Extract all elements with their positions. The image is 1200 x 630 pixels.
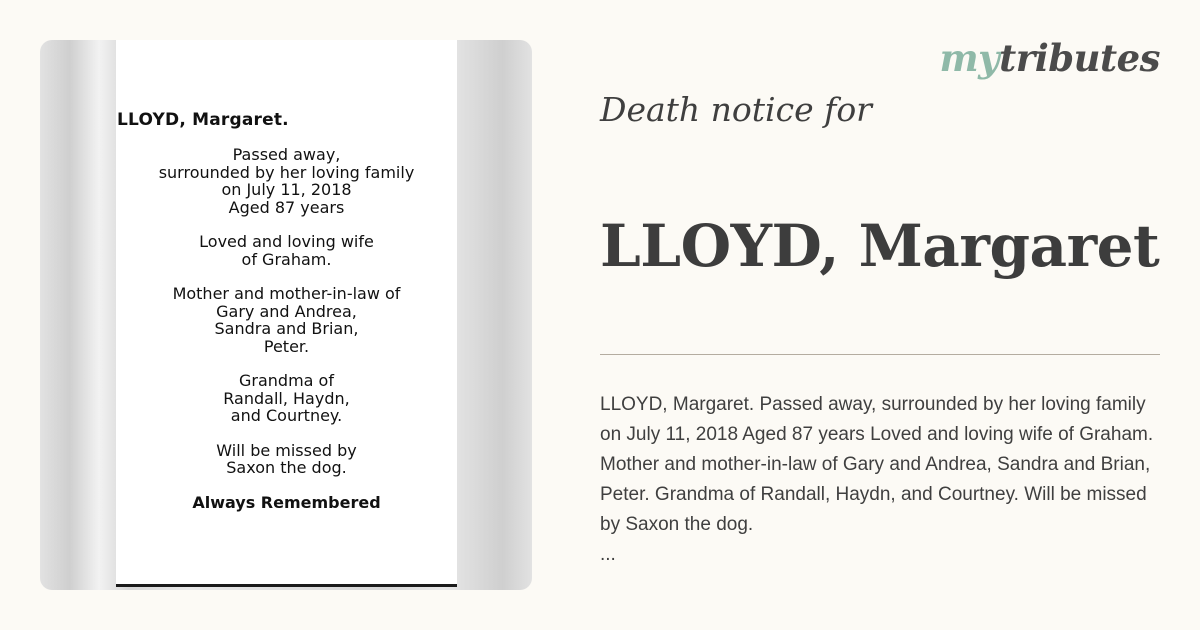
notice-line: Saxon the dog. (226, 458, 347, 477)
notice-line: of Graham. (241, 249, 332, 269)
notice-heading: LLOYD, Margaret. (117, 110, 289, 130)
notice-summary (600, 390, 1170, 570)
notice-line: Will be missed by (216, 440, 357, 460)
notice-line: Loved and loving wife (199, 232, 374, 251)
notice-line: and Courtney. (230, 406, 343, 425)
summary-text: LLOYD, Margaret. Passed away, surrounded by her loving family on July 11, 2018 Aged 87 years Loved and loving wife of Graham. Mother and mother-in-law of Gary and Andrea, Sandra and Brian, Peter. Grandma of Randall, Haydn, and Courtney. Will be missed by Saxon the dog. (600, 394, 1154, 535)
notice-line: Sandra and Brian, (214, 319, 359, 338)
logo-part-my: my (939, 36, 1000, 80)
deceased-name-title: LLOYD, Margaret (600, 212, 1160, 280)
notice-line: on July 11, 2018 (221, 180, 352, 199)
notice-line: surrounded by her loving family (158, 162, 415, 182)
logo-part-tributes: tributes (999, 36, 1160, 80)
notice-body (116, 146, 457, 511)
death-notice-image (40, 40, 532, 590)
notice-line: Passed away, (232, 145, 341, 164)
notice-line: Aged 87 years (228, 197, 345, 217)
notice-paper (116, 40, 457, 587)
notice-closing: Always Remembered (192, 492, 381, 512)
mytributes-logo[interactable] (939, 36, 1160, 80)
notice-line: Randall, Haydn, (223, 388, 350, 408)
notice-line: Gary and Andrea, (216, 301, 357, 321)
page-subtitle: Death notice for (600, 90, 872, 129)
divider (600, 354, 1160, 355)
notice-line: Peter. (263, 336, 310, 356)
notice-line: Grandma of (239, 371, 334, 390)
notice-line: Mother and mother-in-law of (172, 284, 401, 303)
summary-ellipsis: ... (600, 544, 616, 565)
